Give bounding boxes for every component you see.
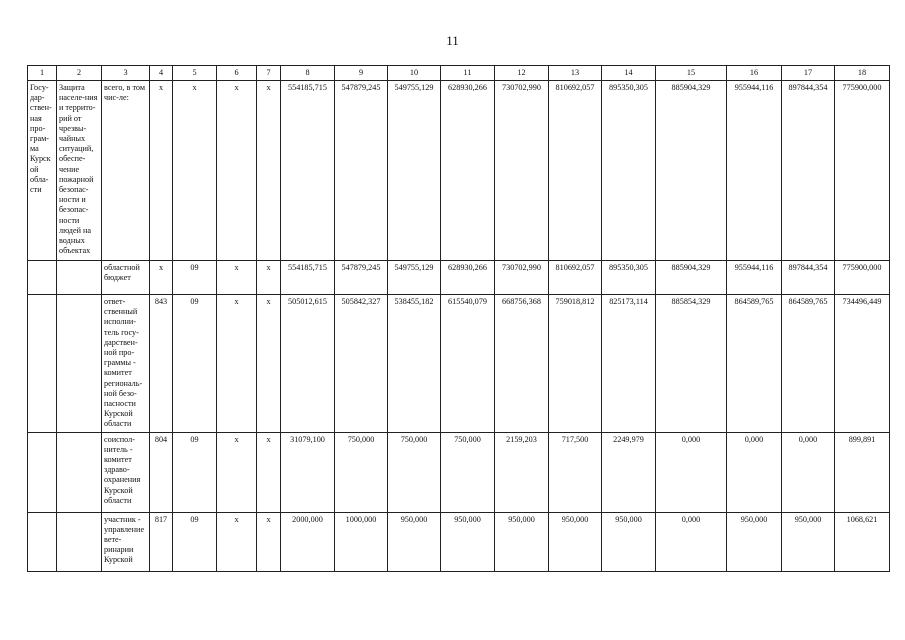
value-cell: 804 <box>150 432 173 512</box>
header-cell: 14 <box>602 66 656 81</box>
value-cell: 2249,979 <box>602 432 656 512</box>
header-cell: 5 <box>173 66 217 81</box>
header-cell: 2 <box>57 66 102 81</box>
program-type-cell <box>28 512 57 571</box>
value-cell: 0,000 <box>727 432 782 512</box>
value-cell: 750,000 <box>388 432 441 512</box>
value-cell: 775900,000 <box>835 81 890 261</box>
value-cell: 899,891 <box>835 432 890 512</box>
value-cell: 750,000 <box>335 432 388 512</box>
header-cell: 7 <box>257 66 281 81</box>
value-cell: 955944,116 <box>727 81 782 261</box>
header-cell: 8 <box>281 66 335 81</box>
value-cell: 950,000 <box>602 512 656 571</box>
value-cell: 547879,245 <box>335 261 388 295</box>
table-row <box>28 261 890 295</box>
program-name-cell <box>57 261 102 295</box>
value-cell: 505842,327 <box>335 295 388 433</box>
value-cell: 549755,129 <box>388 81 441 261</box>
header-cell: 9 <box>335 66 388 81</box>
value-cell: х <box>217 432 257 512</box>
header-cell: 4 <box>150 66 173 81</box>
value-cell: 554185,715 <box>281 81 335 261</box>
value-cell: 950,000 <box>495 512 549 571</box>
value-cell: 810692,057 <box>549 261 602 295</box>
value-cell: 2000,000 <box>281 512 335 571</box>
value-cell: х <box>150 261 173 295</box>
value-cell: 817 <box>150 512 173 571</box>
value-cell: 547879,245 <box>335 81 388 261</box>
header-cell: 3 <box>102 66 150 81</box>
executor-cell: участник - управление вете-ринарии Курской <box>102 512 150 571</box>
value-cell: 950,000 <box>727 512 782 571</box>
value-cell: 825173,114 <box>602 295 656 433</box>
value-cell: 628930,266 <box>441 261 495 295</box>
value-cell: 955944,116 <box>727 261 782 295</box>
header-cell: 11 <box>441 66 495 81</box>
header-cell: 18 <box>835 66 890 81</box>
value-cell: 864589,765 <box>782 295 835 433</box>
value-cell: х <box>257 261 281 295</box>
table-row <box>28 81 890 261</box>
executor-cell: всего, в том чис-ле: <box>102 81 150 261</box>
value-cell: 864589,765 <box>727 295 782 433</box>
program-type-cell: Госу-дар-ствен-ная про-грам-ма Курской обла-сти <box>28 81 57 261</box>
value-cell: 09 <box>173 512 217 571</box>
value-cell: 31079,100 <box>281 432 335 512</box>
value-cell: 09 <box>173 295 217 433</box>
value-cell: 615540,079 <box>441 295 495 433</box>
value-cell: х <box>257 295 281 433</box>
header-cell: 17 <box>782 66 835 81</box>
program-type-cell <box>28 295 57 433</box>
value-cell: х <box>217 81 257 261</box>
value-cell: 759018,812 <box>549 295 602 433</box>
value-cell: 950,000 <box>549 512 602 571</box>
value-cell: х <box>150 81 173 261</box>
value-cell: 950,000 <box>782 512 835 571</box>
value-cell: 895350,305 <box>602 81 656 261</box>
value-cell: 505012,615 <box>281 295 335 433</box>
value-cell: 1000,000 <box>335 512 388 571</box>
value-cell: 897844,354 <box>782 81 835 261</box>
program-type-cell <box>28 261 57 295</box>
header-cell: 13 <box>549 66 602 81</box>
program-type-cell <box>28 432 57 512</box>
program-name-cell <box>57 295 102 433</box>
page-number: 11 <box>446 33 459 48</box>
value-cell: 897844,354 <box>782 261 835 295</box>
value-cell: 730702,990 <box>495 261 549 295</box>
value-cell: 0,000 <box>656 432 727 512</box>
executor-cell: областной бюджет <box>102 261 150 295</box>
value-cell: 950,000 <box>441 512 495 571</box>
value-cell: х <box>257 81 281 261</box>
value-cell: 538455,182 <box>388 295 441 433</box>
value-cell: х <box>217 295 257 433</box>
value-cell: 885854,329 <box>656 295 727 433</box>
header-cell: 15 <box>656 66 727 81</box>
header-row <box>28 66 890 81</box>
value-cell: 09 <box>173 261 217 295</box>
value-cell: х <box>257 512 281 571</box>
header-cell: 10 <box>388 66 441 81</box>
value-cell: 950,000 <box>388 512 441 571</box>
value-cell: х <box>173 81 217 261</box>
value-cell: 775900,000 <box>835 261 890 295</box>
value-cell: 885904,329 <box>656 261 727 295</box>
value-cell: 549755,129 <box>388 261 441 295</box>
value-cell: х <box>217 261 257 295</box>
value-cell: 734496,449 <box>835 295 890 433</box>
value-cell: 09 <box>173 432 217 512</box>
executor-cell: соиспол-нитель - комитет здраво-охранения Курской области <box>102 432 150 512</box>
value-cell: 750,000 <box>441 432 495 512</box>
program-name-cell <box>57 512 102 571</box>
program-name-cell <box>57 432 102 512</box>
budget-table <box>27 65 890 572</box>
value-cell: х <box>257 432 281 512</box>
header-cell: 1 <box>28 66 57 81</box>
value-cell: 895350,305 <box>602 261 656 295</box>
header-cell: 6 <box>217 66 257 81</box>
value-cell: 554185,715 <box>281 261 335 295</box>
value-cell: 2159,203 <box>495 432 549 512</box>
program-name-cell: Защита населе-ния и террито-рий от чрезвы-чайных ситуаций, обеспе-чение пожарной безопас-ности и безопас-ности людей на водных объектах <box>57 81 102 261</box>
value-cell: 885904,329 <box>656 81 727 261</box>
value-cell: 0,000 <box>782 432 835 512</box>
value-cell: х <box>217 512 257 571</box>
table-row <box>28 295 890 433</box>
value-cell: 668756,368 <box>495 295 549 433</box>
header-cell: 12 <box>495 66 549 81</box>
value-cell: 717,500 <box>549 432 602 512</box>
value-cell: 810692,057 <box>549 81 602 261</box>
value-cell: 843 <box>150 295 173 433</box>
value-cell: 730702,990 <box>495 81 549 261</box>
value-cell: 0,000 <box>656 512 727 571</box>
table-row <box>28 432 890 512</box>
header-cell: 16 <box>727 66 782 81</box>
value-cell: 1068,621 <box>835 512 890 571</box>
value-cell: 628930,266 <box>441 81 495 261</box>
table-row <box>28 512 890 571</box>
executor-cell: ответ-ственный исполни-тель госу-дарствен-ной про-граммы - комитет региональ-ной безо-пасности Курской области <box>102 295 150 433</box>
